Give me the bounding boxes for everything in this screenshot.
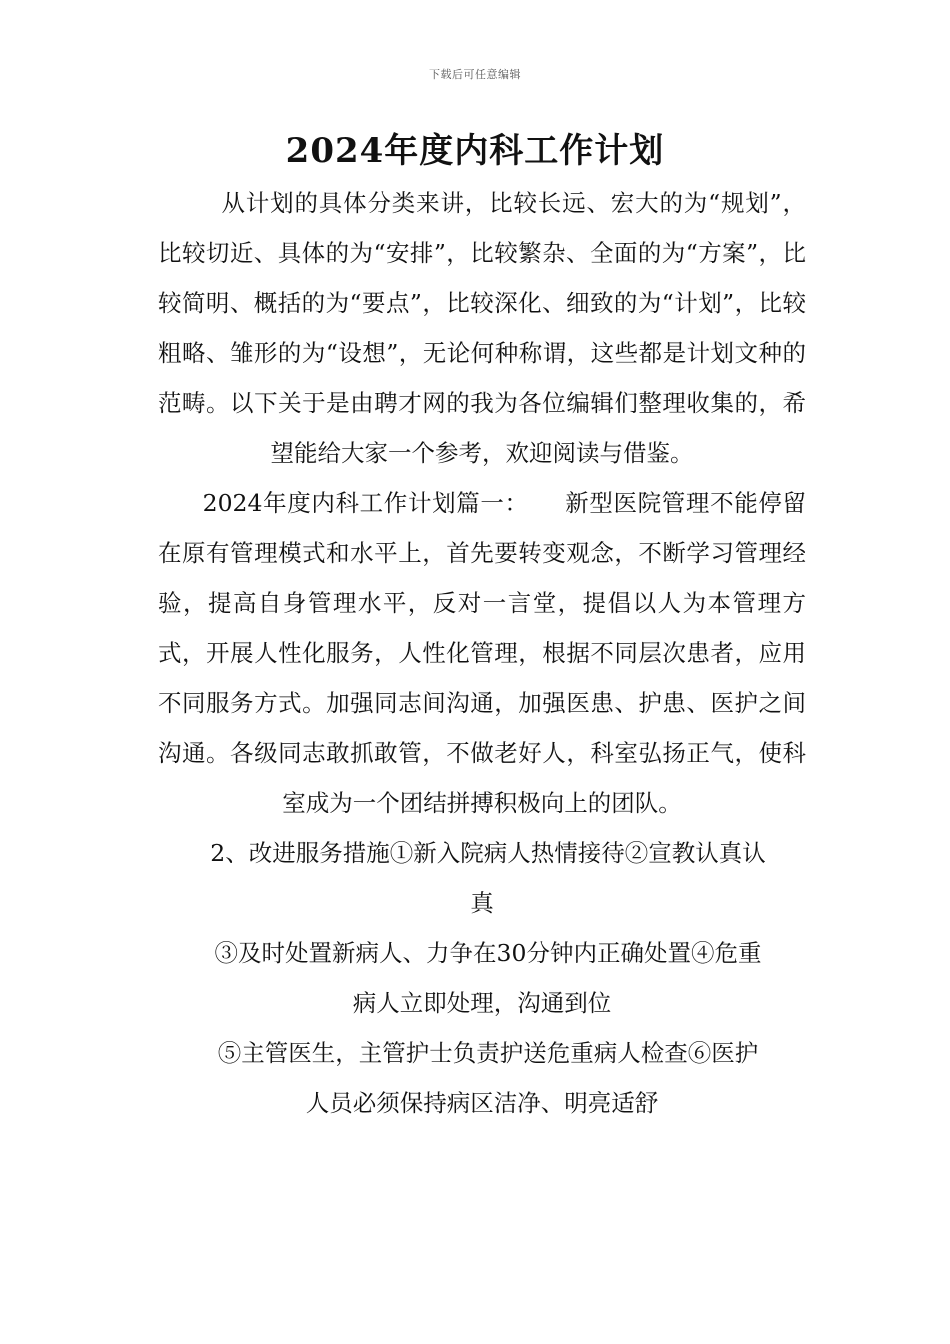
page-header-note: 下载后可任意编辑 <box>429 68 521 81</box>
item-2-line-2: 真 <box>470 889 494 917</box>
item-5-line-1: ⑤主管医生，主管护士负责护送危重病人检查⑥医护 <box>217 1039 759 1067</box>
item-5-line-2: 人员必须保持病区洁净、明亮适舒 <box>305 1089 659 1117</box>
item-3-line-1: ③及时处置新病人、力争在30分钟内正确处置④危重 <box>214 939 762 967</box>
document-body <box>158 178 806 1128</box>
item-3-line-2: 病人立即处理，沟通到位 <box>352 989 612 1017</box>
intro-paragraph: 从计划的具体分类来讲，比较长远、宏大的为“规划”，比较切近、具体的为“安排”，比较繁杂、全面的为“方案”，比较简明、概括的为“要点”，比较深化、细致的为“计划”，比较粗略、雏形的为“设想”，无论何种称谓，这些都是计划文种的范畴。以下关于是由聘才网的我为各位编辑们整理收集的，希望能给大家一个参考，欢迎阅读与借鉴。 <box>158 189 806 467</box>
section-1-paragraph: 2024年度内科工作计划篇一： 新型医院管理不能停留在原有管理模式和水平上，首先要转变观念，不断学习管理经验，提高自身管理水平，反对一言堂，提倡以人为本管理方式，开展人性化服务，人性化管理，根据不同层次患者，应用不同服务方式。加强同志间沟通，加强医患、护患、医护之间沟通。各级同志敢抓敢管，不做老好人，科室弘扬正气，使科室成为一个团结拼搏积极向上的团队。 <box>158 489 806 817</box>
item-2-line-1: 2、改进服务措施①新入院病人热情接待②宣教认真认 <box>210 839 766 867</box>
document-title: 2024年度内科工作计划 <box>285 131 665 171</box>
